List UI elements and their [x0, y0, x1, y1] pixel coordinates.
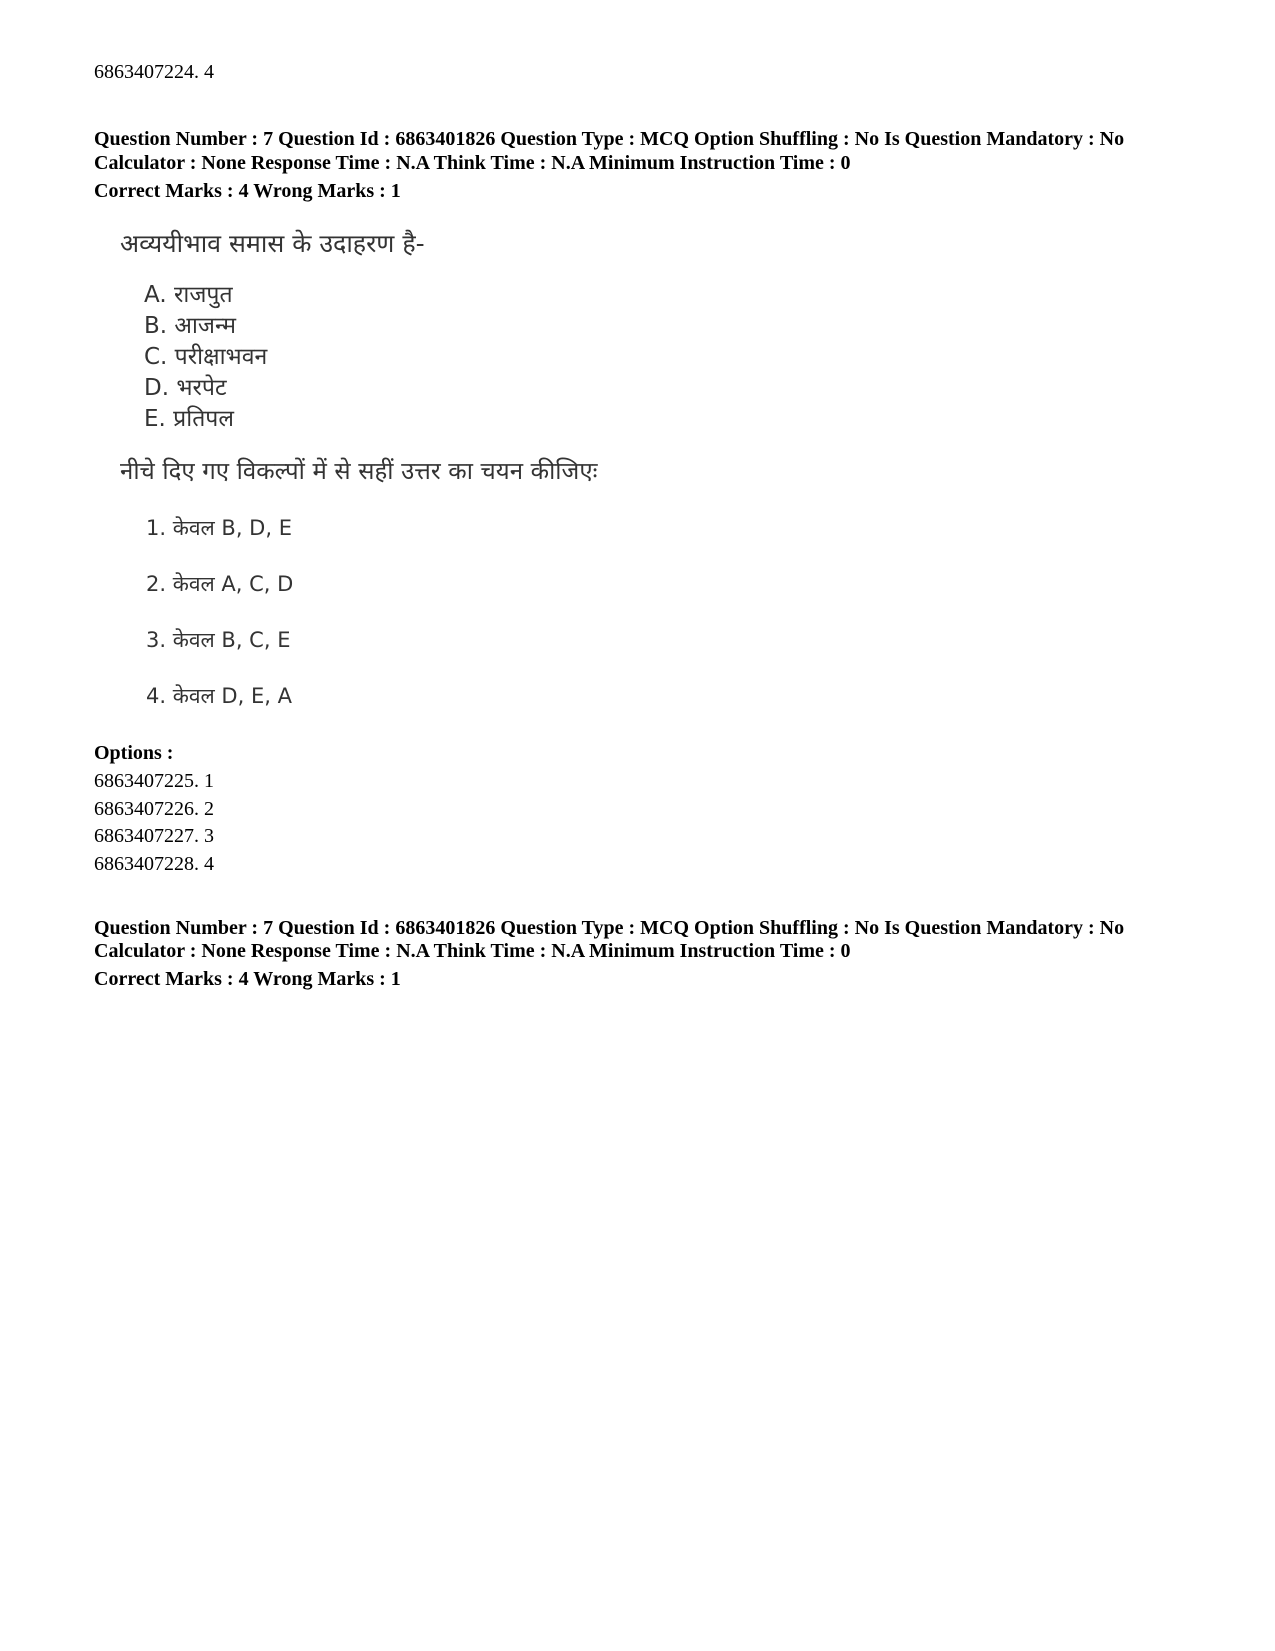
choice-2: 2. केवल A, C, D — [146, 572, 294, 596]
question-header-line-2-repeat: Calculator : None Response Time : N.A Think Time : N.A Minimum Instruction Time : 0 — [94, 940, 851, 962]
statement-e: E. प्रतिपल — [144, 406, 234, 432]
question-header-line-2: Calculator : None Response Time : N.A Think Time : N.A Minimum Instruction Time : 0 — [94, 152, 851, 174]
question-header-line-1-repeat: Question Number : 7 Question Id : 6863401826 Question Type : MCQ Option Shuffling : No Is Question Mandatory : No — [94, 917, 1125, 939]
option-line-2: 6863407226. 2 — [94, 798, 214, 820]
option-line-3: 6863407227. 3 — [94, 825, 214, 847]
question-header-line-1: Question Number : 7 Question Id : 6863401826 Question Type : MCQ Option Shuffling : No Is Question Mandatory : No — [94, 128, 1125, 150]
option-line-1: 6863407225. 1 — [94, 770, 214, 792]
statement-b: B. आजन्म — [144, 313, 237, 339]
question-content-image — [110, 228, 670, 748]
option-line-4: 6863407228. 4 — [94, 853, 214, 875]
statement-a: A. राजपुत — [144, 282, 233, 308]
statement-c: C. परीक्षाभवन — [144, 344, 268, 370]
question-marks-line: Correct Marks : 4 Wrong Marks : 1 — [94, 180, 401, 202]
options-label: Options : — [94, 742, 174, 764]
question-instruction: नीचे दिए गए विकल्पों में से सहीं उत्तर का चयन कीजिएः — [120, 457, 598, 485]
previous-option-line: 6863407224. 4 — [94, 61, 214, 83]
question-stem: अव्ययीभाव समास के उदाहरण है- — [120, 229, 425, 258]
choice-3: 3. केवल B, C, E — [146, 628, 291, 652]
choice-1: 1. केवल B, D, E — [146, 516, 292, 540]
choice-4: 4. केवल D, E, A — [146, 684, 292, 708]
question-marks-line-repeat: Correct Marks : 4 Wrong Marks : 1 — [94, 968, 401, 990]
statement-d: D. भरपेट — [144, 375, 227, 401]
